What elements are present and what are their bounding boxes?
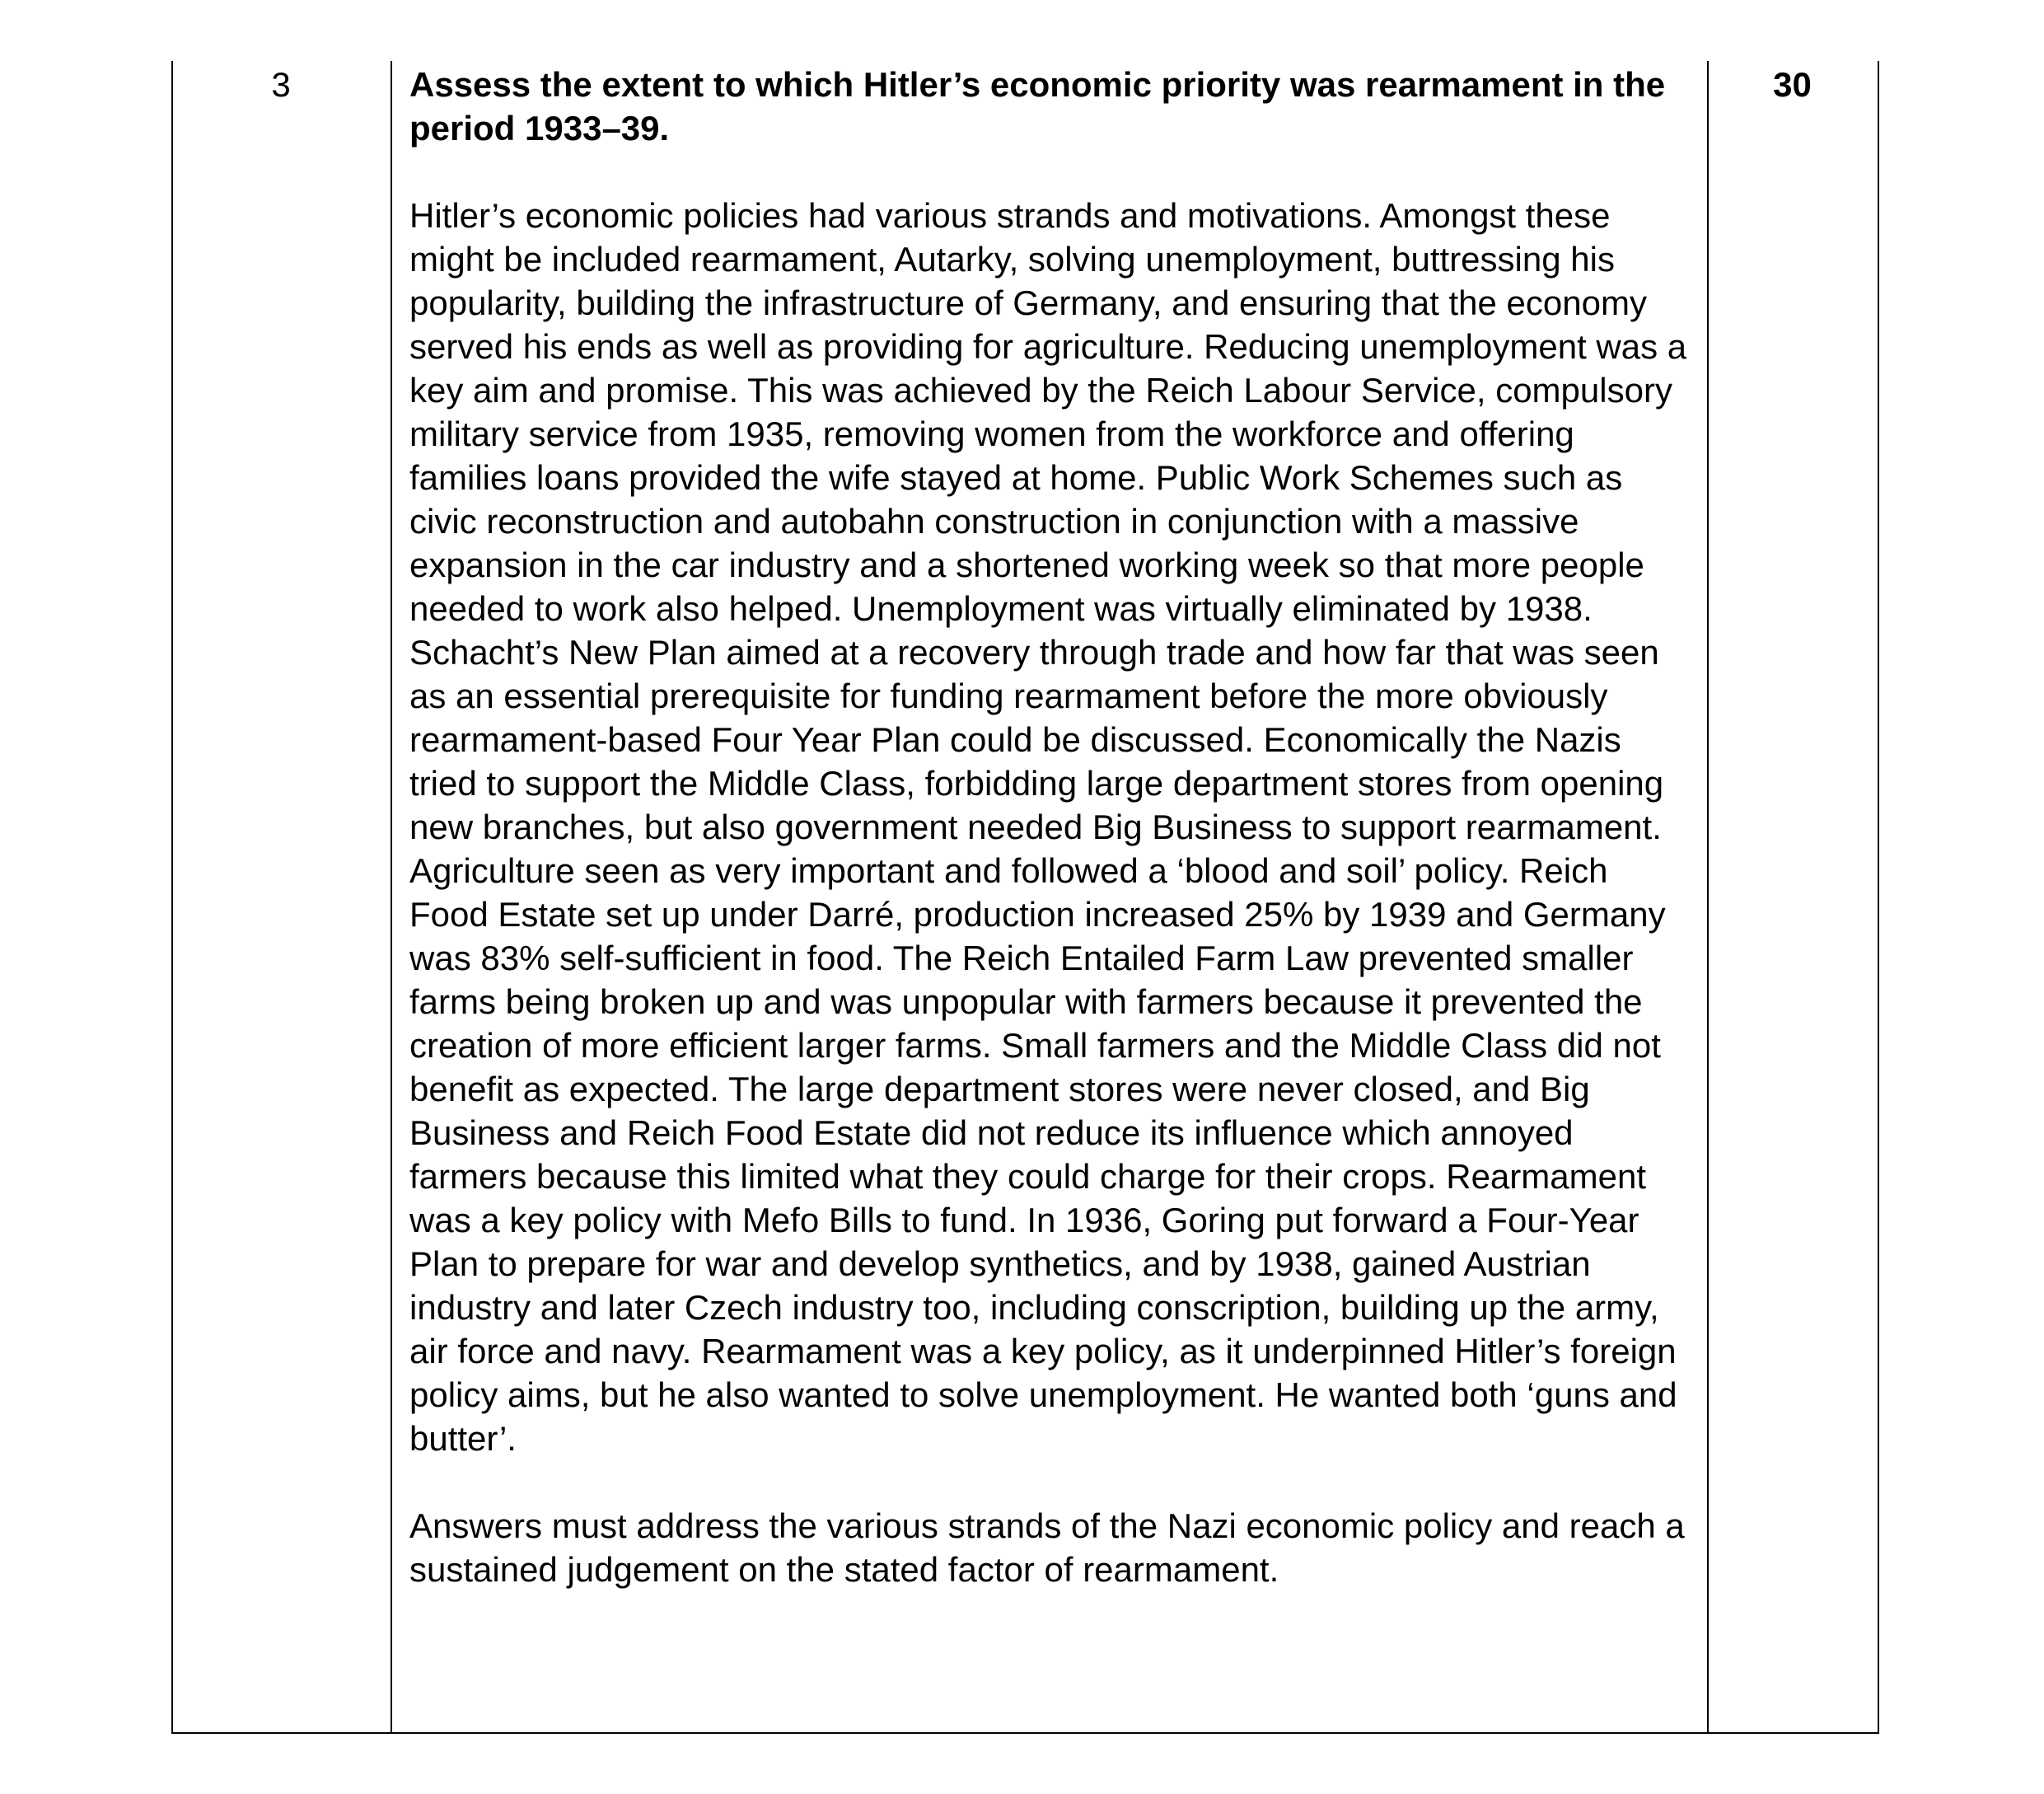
guidance-paragraph: Answers must address the various strands of the Nazi economic policy and reach a sustained judgement on the stated factor of rearmament. bbox=[409, 1506, 1685, 1589]
column-divider-number bbox=[391, 61, 392, 1732]
question-number: 3 bbox=[271, 65, 291, 104]
guidance-paragraph: Hitler’s economic policies had various strands and motivations. Amongst these might be included rearmament, Autarky, solving unemployment, buttressing his popularity, building the infrastructure of Germany, and ensuring that the economy served his ends as well as providing for agriculture. Reducing unemployment was a key aim and promise. This was achieved by the Reich Labour Service, compulsory military service from 1935, removing women from the workforce and offering families loans provided the wife stayed at home. Public Work Schemes such as civic reconstruction and autobahn construction in conjunction with a massive expansion in the car industry and a shortened working week so that more people needed to work also helped. Unemployment was virtually eliminated by 1938. Schacht’s New Plan aimed at a recovery through trade and how far that was seen as an essential prerequisite for funding rearmament before the more obviously rearmament-based Four Year Plan could be discussed. Economically the Nazis tried to support the Middle Class, forbidding large department stores from opening new branches, but also government needed Big Business to support rearmament. Agriculture seen as very important and followed a ‘blood and soil’ policy. Reich Food Estate set up under Darré, production increased 25% by 1939 and Germany was 83% self-sufficient in food. The Reich Entailed Farm Law prevented smaller farms being broken up and was unpopular with farmers because it prevented the creation of more efficient larger farms. Small farmers and the Middle Class did not benefit as expected. The large department stores were never closed, and Big Business and Reich Food Estate did not reduce its influence which annoyed farmers because this limited what they could charge for their crops. Rearmament was a key policy with Mefo Bills to fund. In 1936, Goring put forward a Four-Year Plan to prepare for war and develop synthetics, and by 1938, gained Austrian industry and later Czech industry too, including conscription, building up the army, air force and navy. Rearmament was a key policy, as it underpinned Hitler’s foreign policy aims, but he also wanted to solve unemployment. He wanted both ‘guns and butter’. bbox=[409, 196, 1687, 1458]
table-border-right bbox=[1878, 61, 1879, 1732]
question-marks: 30 bbox=[1773, 65, 1812, 104]
question-content-cell bbox=[409, 61, 1695, 1591]
mark-scheme-table bbox=[171, 61, 1879, 1734]
question-text: Assess the extent to which Hitler’s economic priority was rearmament in the period 1933–39. bbox=[409, 65, 1666, 148]
column-divider-marks bbox=[1707, 61, 1709, 1732]
table-border-left bbox=[171, 61, 173, 1732]
